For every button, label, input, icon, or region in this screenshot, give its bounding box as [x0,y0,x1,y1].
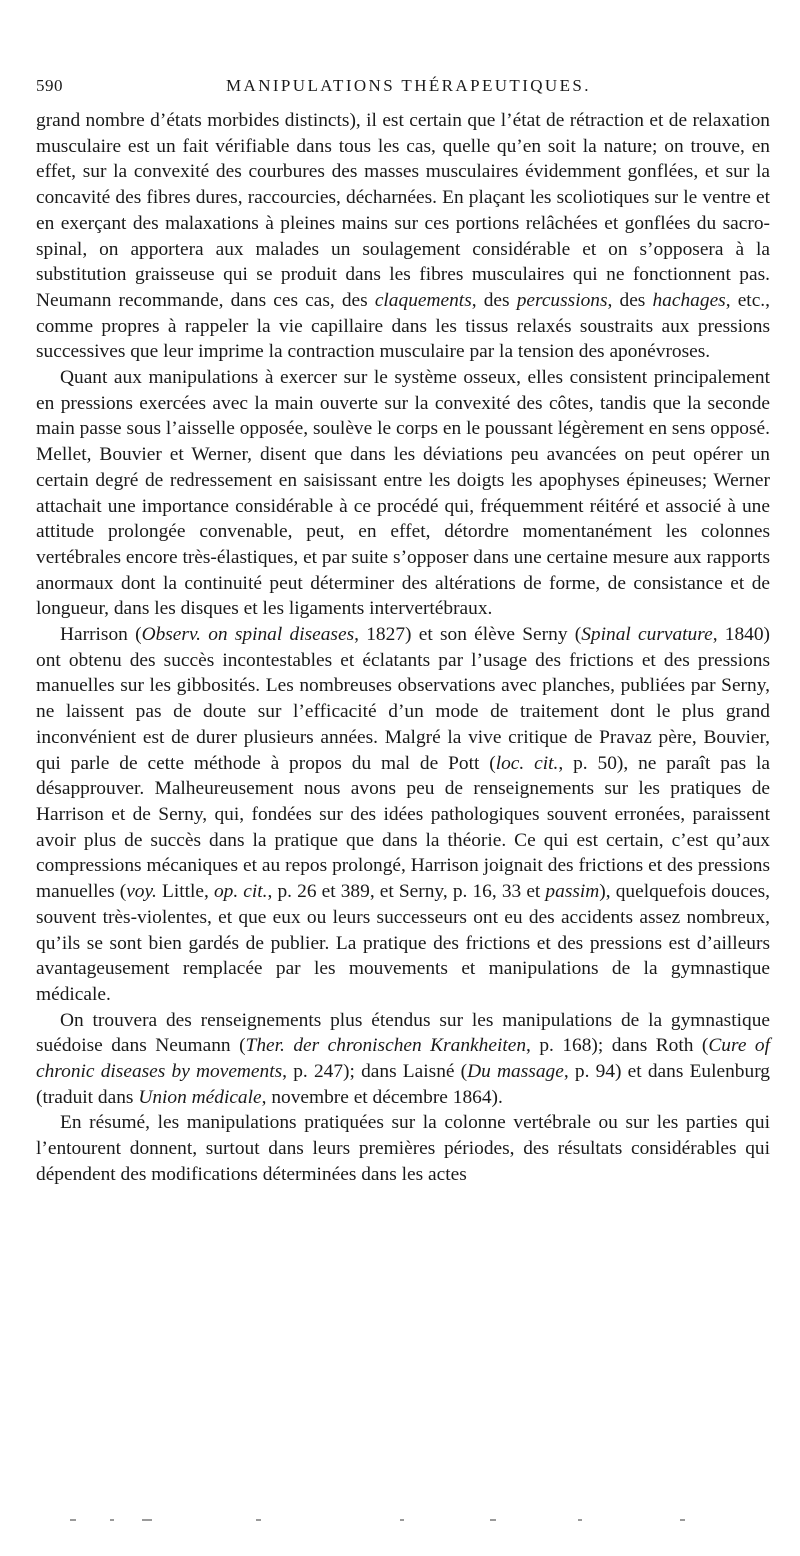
page-number: 590 [36,76,63,95]
text-run: On trouvera des renseignements plus étendus sur les manipulations de la gymnastique suédoise dans Neumann ( [36,1009,770,1057]
italic-text: Spinal curvature [581,624,713,646]
text-run: Harrison ( [60,624,142,646]
text-run: , 1827) et son élève Serny ( [354,624,582,646]
paragraph [36,622,770,1008]
body-text [36,108,770,1188]
text-run: , 1840) ont obtenu des succès incontestables et éclatants par l’usage des frictions et des pressions manuelles sur les gibbosités. Les nombreuses observations avec planches, publiées par Serny, ne laissent pas de doute sur l’efficacité d’un mode de traitement dont le plus grand inconvénient est de durer plusieurs années. Malgré la vive critique de Pravaz père, Bouvier, qui parle de cette méthode à propos du mal de Pott ( [36,624,771,774]
text-run: En résumé, les manipulations pratiquées sur la colonne vertébrale ou sur les parties qui l’entourent donnent, surtout dans leurs premières périodes, des résultats considérables qui dépendent des modifications déterminées dans les actes [36,1112,770,1185]
book-page [36,72,770,1188]
italic-text: loc. cit. [495,752,559,774]
text-run: grand nombre d’états morbides distincts), il est certain que l’état de rétraction et de relaxation musculaire est un fait vérifiable dans tous les cas, quelle qu’en soit la nature; on trouve, en effet, sur la convexité des courbures des masses musculaires évidemment gonflées, et sur la concavité des fibres dures, raccourcies, décharnées. En plaçant les scoliotiques sur le ventre et en exerçant des malaxations à pleines mains sur ces portions relâchées et gonflées du sacro-spinal, on apportera aux malades un soulagement considérable et on s’opposera à la substitution graisseuse qui se produit dans les fibres musculaires qui ne fonctionnent pas. Neumann recommande, dans ces cas, des [36,110,770,311]
italic-text: hachages [652,289,726,311]
italic-text: Ther. der chronischen Krankheiten [245,1035,527,1057]
page-footer-marks [70,1519,730,1523]
text-run: , p. 26 et 389, et Serny, p. 16, 33 et [267,881,546,903]
paragraph [36,1008,770,1111]
running-title: MANIPULATIONS THÉRAPEUTIQUES. [226,76,591,95]
italic-text: op. cit. [213,881,268,903]
text-run: , des [471,289,517,311]
text-run: , des [607,289,653,311]
italic-text: Du massage [467,1061,564,1083]
italic-text: percussions [516,289,608,311]
italic-text: passim [545,881,600,903]
text-run: , p. 50), ne paraît pas la désapprouver. Malheureusement nous avons peu de renseignements sur les pratiques de Harrison et de Serny, qui, fondées sur des idées pathologiques souvent erronées, paraissent avoir plus de succès dans la pratique que dans la théorie. Ce qui est certain, c’est qu’aux compressions mécaniques et au repos prolongé, Harrison joignait des frictions et des pressions manuelles ( [36,752,770,903]
text-run: Quant aux manipulations à exercer sur le système osseux, elles consistent principalement en pressions exercées avec la main ouverte sur la convexité des côtes, tandis que la seconde main passe sous l’aisselle opposée, soulève le corps en le poussant légèrement en sens opposé. Mellet, Bouvier et Werner, disent que dans les déviations peu avancées on peut opérer un certain degré de redressement en saisissant entre les doigts les apophyses épineuses; Werner attachait une importance considérable à ce procédé qui, fréquemment réitéré et associé à une attitude prolongée convenable, peut, en effet, détordre momentanément les colonnes vertébrales encore très-élastiques, et par suite s’opposer dans une certaine mesure aux rapports anormaux dont la continuité peut déterminer des altérations de forme, de consistance et de longueur, dans les disques et les ligaments intervertébraux. [36,367,770,620]
text-run: , p. 168); dans Roth ( [526,1035,709,1057]
text-run: ), quelquefois douces, souvent très-violentes, et que eux ou leurs successeurs ont eu des accidents assez nombreux, qu’ils se sont bien gardés de publier. La pratique des frictions et des pressions est d’ailleurs avantageusement remplacée par les mouvements et manipulations de la gymnastique médicale. [36,881,770,1005]
paragraph [36,365,770,622]
text-run: Little, [156,881,214,903]
italic-text: Union médicale [138,1086,262,1108]
text-run: , etc., comme propres à rappeler la vie capillaire dans les tissus relaxés soustraits aux pressions successives que leur imprime la contraction musculaire par la tension des aponévroses. [36,289,770,363]
italic-text: Cure of chronic diseases by movements [36,1035,770,1083]
paragraph [36,1110,770,1187]
text-run: , novembre et décembre 1864). [261,1086,503,1108]
paragraph [36,108,770,365]
italic-text: claquements [374,289,472,311]
text-run: , p. 247); dans Laisné ( [282,1061,468,1083]
italic-text: voy. [126,881,157,903]
running-head [36,72,770,108]
italic-text: Observ. on spinal diseases [141,624,355,646]
text-run: , p. 94) et dans Eulenburg (traduit dans [36,1061,771,1108]
